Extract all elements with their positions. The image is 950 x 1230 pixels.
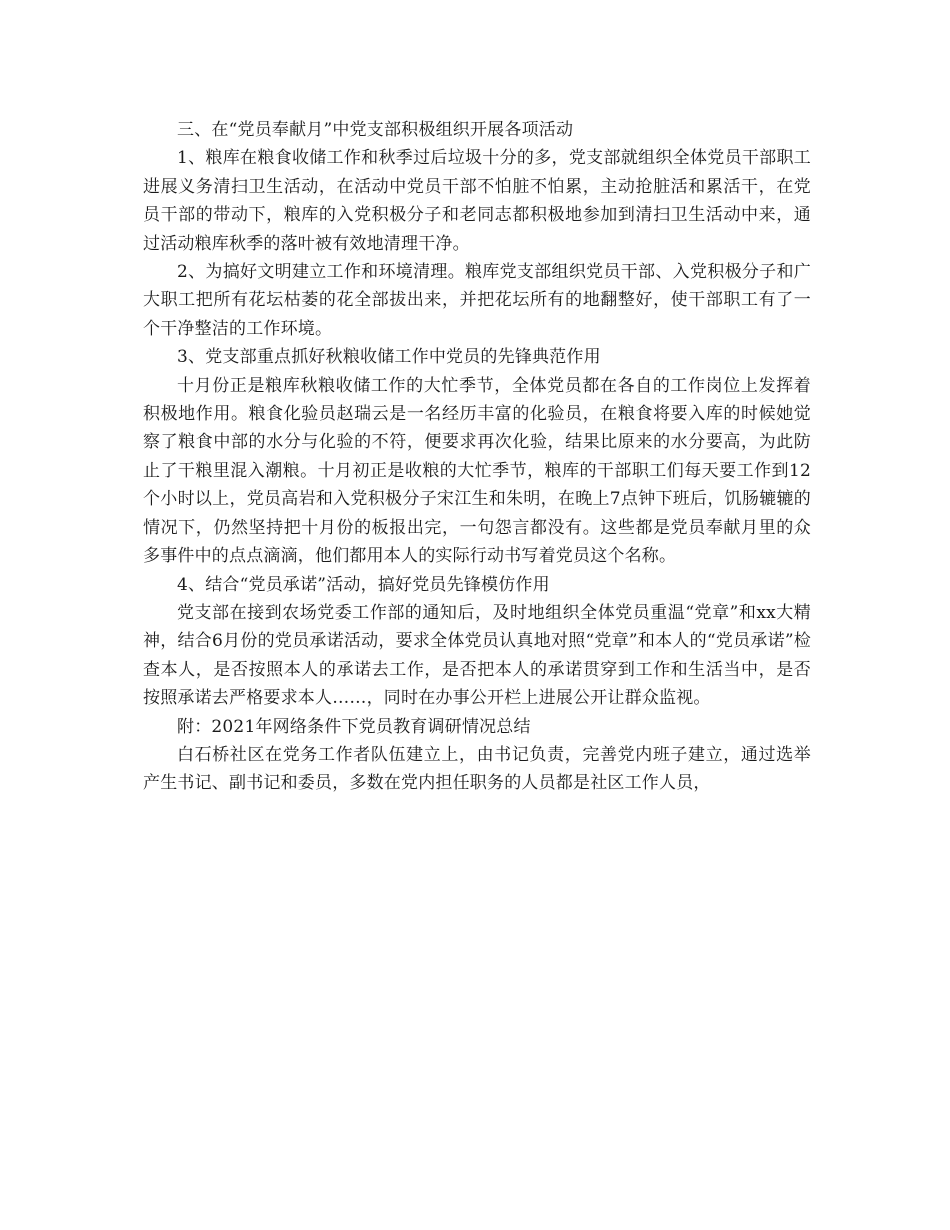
paragraph-item-2: 2、为搞好文明建立工作和环境清理。粮库党支部组织党员干部、入党积极分子和广大职工把所有花坛枯萎的花全部拔出来，并把花坛所有的地翻整好，使干部职工有了一个干净整洁的工作环境。 <box>143 262 811 339</box>
appendix-title: 附：2021年网络条件下党员教育调研情况总结 <box>177 716 531 737</box>
section-heading-3: 三、在“党员奉献月”中党支部积极组织开展各项活动 <box>177 120 574 140</box>
paragraph-heading-4: 4、结合“党员承诺”活动，搞好党员先锋模仿作用 <box>177 574 550 595</box>
paragraph-item-1: 1、粮库在粮食收储工作和秋季过后垃圾十分的多，党支部就组织全体党员干部职工进展义务清扫卫生活动，在活动中党员干部不怕脏不怕累，主动抢脏活和累活干，在党员干部的带动下，粮库的入党积极分子和老同志都积极地参加到清扫卫生活动中来，通过活动粮库秋季的落叶被有效地清理干净。 <box>143 148 811 254</box>
document-body <box>143 116 811 798</box>
appendix-paragraph: 白石桥社区在党务工作者队伍建立上，由书记负责，完善党内班子建立，通过选举产生书记、副书记和委员，多数在党内担任职务的人员都是社区工作人员， <box>143 744 811 794</box>
paragraph-body-4: 党支部在接到农场党委工作部的通知后，及时地组织全体党员重温“党章”和xx大精神，结合6月份的党员承诺活动，要求全体党员认真地对照“党章”和本人的“党员承诺”检查本人，是否按照本人的承诺去工作，是否把本人的承诺贯穿到工作和生活当中，是否按照承诺去严格要求本人……，同时在办事公开栏上进展公开让群众监视。 <box>143 602 811 709</box>
paragraph-body-3: 十月份正是粮库秋粮收储工作的大忙季节，全体党员都在各自的工作岗位上发挥着积极地作用。粮食化验员赵瑞云是一名经历丰富的化验员，在粮食将要入库的时候她觉察了粮食中部的水分与化验的不符，便要求再次化验，结果比原来的水分要高，为此防止了干粮里混入潮粮。十月初正是收粮的大忙季节，粮库的干部职工们每天要工作到12个小时以上，党员高岩和入党积极分子宋江生和朱明，在晚上7点钟下班后，饥肠辘辘的情况下，仍然坚持把十月份的板报出完，一句怨言都没有。这些都是党员奉献月里的众多事件中的点点滴滴，他们都用本人的实际行动书写着党员这个名称。 <box>143 375 811 567</box>
paragraph-heading-3: 3、党支部重点抓好秋粮收储工作中党员的先锋典范作用 <box>177 347 601 368</box>
